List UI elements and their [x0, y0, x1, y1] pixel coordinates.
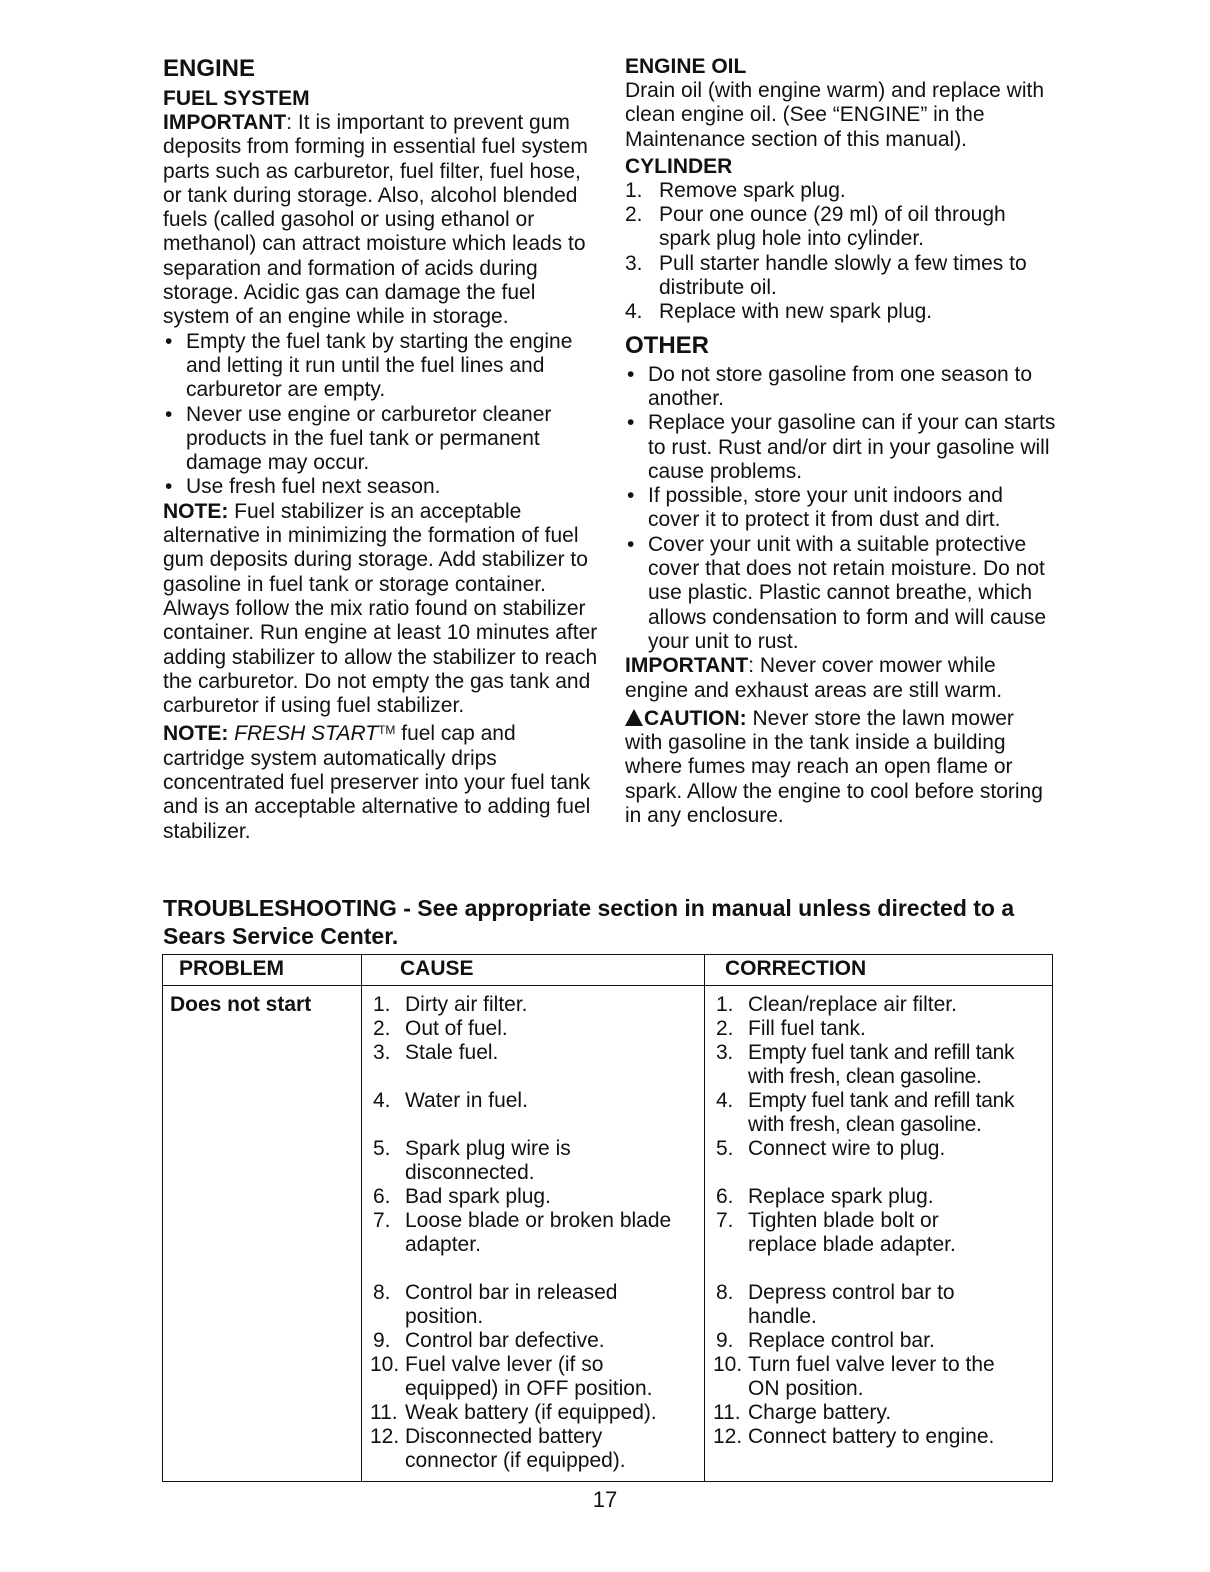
cylinder-heading: CYLINDER [625, 154, 733, 178]
item-number: 2. [716, 1017, 734, 1040]
item-number: 4. [716, 1089, 733, 1112]
correction-cell [707, 993, 1052, 1449]
item-text: Fill fuel tank. [748, 1017, 866, 1040]
item-number: 7. [373, 1209, 391, 1232]
list-item [707, 1425, 1052, 1449]
item-number: 3. [716, 1041, 733, 1064]
item-number: 12. [713, 1425, 743, 1448]
list-item [364, 1401, 702, 1425]
step-text: Remove spark plug. [659, 178, 846, 202]
list-item [364, 1425, 655, 1473]
step-text: Replace with new spark plug. [659, 300, 933, 324]
list-item: • Never use engine or carburetor cleaner products in the fuel tank or permanent damage may occur. [163, 403, 603, 476]
list-item [707, 1041, 1052, 1089]
list-item [364, 1041, 702, 1065]
note-label: NOTE: [163, 722, 229, 746]
fuel-important-paragraph [163, 111, 603, 330]
list-item: • Empty the fuel tank by starting the engine and letting it run until the fuel lines and carburetor are empty. [163, 330, 603, 403]
engine-oil-text: Drain oil (with engine warm) and replace with clean engine oil. (See “ENGINE” in the Maintenance section of this manual). [625, 79, 1045, 151]
item-number: 6. [373, 1185, 391, 1208]
item-text: Water in fuel. [405, 1089, 528, 1112]
item-number: 3. [373, 1041, 391, 1064]
list-item [625, 179, 1057, 203]
item-text: Empty fuel tank and refill tank with fresh, clean gasoline. [748, 1089, 1015, 1136]
caution-paragraph [625, 707, 1057, 828]
item-text: Replace control bar. [748, 1329, 935, 1352]
list-item [364, 1353, 695, 1401]
other-heading: OTHER [625, 331, 709, 359]
step-number: 4. [625, 300, 643, 324]
item-number: 4. [373, 1089, 391, 1112]
list-item [364, 993, 702, 1017]
step-text: Pull starter handle slowly a few times to distribute oil. [659, 251, 1027, 300]
list-item: • Replace your gasoline can if your can starts to rust. Rust and/or dirt in your gasoline will cause problems. [625, 411, 1057, 484]
list-item: • Cover your unit with a suitable protective cover that does not retain moisture. Do not use plastic. Plastic cannot breathe, which allows condensation to form and will cause your unit to rust. [625, 533, 1057, 654]
item-text: Charge battery. [748, 1401, 892, 1424]
list-item [707, 1329, 1052, 1353]
item-text: Tighten blade bolt or replace blade adapter. [748, 1209, 956, 1256]
important-text: : It is important to prevent gum deposits from forming in essential fuel system parts such as carburetor, fuel filter, fuel hose, or tank during storage. Also, alcohol blended fuels (called gasohol or using ethanol or methanol) can attract moisture which leads to separation and formation of acids during storage. Acidic gas can damage the fuel system of an engine while in storage. [163, 111, 588, 329]
list-item: • If possible, store your unit indoors and cover it to protect it from dust and dirt. [625, 484, 1057, 533]
item-text: Control bar defective. [405, 1329, 605, 1352]
item-text: Disconnected battery connector (if equipped). [405, 1425, 626, 1472]
item-text: Turn fuel valve lever to the ON position. [748, 1353, 995, 1400]
item-text: Bad spark plug. [405, 1185, 551, 1208]
list-item [707, 1137, 1052, 1161]
item-number: 6. [716, 1185, 734, 1208]
item-text: Stale fuel. [405, 1041, 499, 1064]
item-text: Depress control bar to handle. [748, 1281, 955, 1328]
list-item [364, 1209, 685, 1257]
engine-oil-heading: ENGINE OIL [625, 55, 747, 78]
list-item: • Do not store gasoline from one season to another. [625, 363, 1057, 412]
item-number: 10. [370, 1353, 400, 1376]
note-text: Fuel stabilizer is an acceptable alternative in minimizing the formation of fuel gum deposits during storage. Add stabilizer to gasoline in fuel tank or storage container. Always follow the mix ratio found on stabilizer container. Run engine at least 10 minutes after adding stabilizer to allow the stabilizer to reach the carburetor. Do not empty the gas tank and carburetor if using fuel stabilizer. [163, 499, 598, 718]
item-text: Connect wire to plug. [748, 1137, 946, 1160]
list-item [625, 252, 1057, 301]
item-text: Loose blade or broken blade adapter. [405, 1209, 672, 1256]
troubleshooting-title: TROUBLESHOOTING - See appropriate section in manual unless directed to a Sears Service Center. [163, 895, 1015, 949]
list-item [707, 1353, 998, 1401]
item-number: 2. [373, 1017, 391, 1040]
item-text: Weak battery (if equipped). [405, 1401, 657, 1424]
list-item [364, 1017, 702, 1041]
list-item [364, 1329, 702, 1353]
list-item [364, 1137, 635, 1185]
item-text: Connect battery to engine. [748, 1425, 995, 1448]
fuel-system-heading: FUEL SYSTEM [163, 87, 310, 110]
troubleshooting-table [162, 954, 1053, 1482]
item-number: 8. [716, 1281, 734, 1304]
list-item [364, 1089, 702, 1113]
header-problem: PROBLEM [179, 957, 284, 980]
header-cause: CAUSE [400, 957, 474, 980]
list-item [625, 300, 1057, 324]
list-item [707, 1017, 1052, 1041]
list-item [707, 1209, 1008, 1257]
item-text: Fuel valve lever (if so equipped) in OFF position. [405, 1353, 653, 1400]
item-number: 1. [373, 993, 391, 1016]
caution-text: Never store the lawn mower with gasoline in the tank inside a building where fumes may reach an open flame or spark. Allow the engine to cool before storing in any enclosure. [625, 706, 1043, 828]
other-bullet-list [625, 363, 1057, 655]
item-text: Replace spark plug. [748, 1185, 934, 1208]
engine-heading: ENGINE [163, 55, 256, 82]
cause-cell [364, 993, 702, 1473]
step-text: Pour one ounce (29 ml) of oil through spark plug hole into cylinder. [659, 203, 1006, 251]
list-item [707, 1281, 1018, 1329]
fresh-start-note [163, 718, 603, 843]
step-number: 2. [625, 203, 643, 227]
item-number: 9. [373, 1329, 391, 1352]
item-number: 10. [713, 1353, 743, 1376]
fuel-bullet-list [163, 330, 603, 500]
cause-list [364, 993, 702, 1473]
list-item [707, 1089, 1052, 1137]
header-divider [163, 985, 1052, 986]
list-item [707, 1185, 1052, 1209]
item-number: 9. [716, 1329, 734, 1352]
column-divider [361, 955, 362, 1481]
step-number: 1. [625, 178, 643, 202]
right-column [625, 54, 1057, 828]
list-item [707, 1401, 1052, 1425]
step-number: 3. [625, 251, 643, 275]
cylinder-steps [625, 179, 1057, 325]
item-text: Dirty air filter. [405, 993, 528, 1016]
item-number: 7. [716, 1209, 734, 1232]
left-column [163, 54, 603, 844]
list-item [625, 203, 1057, 252]
note-text: fuel cap and cartridge system automatically drips concentrated fuel preserver into your fuel tank and is an acceptable alternative to adding fuel stabilizer. [163, 722, 591, 843]
item-number: 1. [716, 993, 734, 1016]
item-number: 5. [716, 1137, 734, 1160]
important-label: IMPORTANT [163, 111, 287, 134]
trademark-mark: TM [378, 723, 396, 738]
list-item [364, 1281, 685, 1329]
fresh-start-brand: FRESH START [234, 722, 379, 746]
item-text: Clean/replace air filter. [748, 993, 957, 1016]
item-text: Empty fuel tank and refill tank with fresh, clean gasoline. [748, 1041, 1015, 1088]
important-label: IMPORTANT [625, 654, 749, 678]
note-label: NOTE: [163, 499, 229, 523]
item-number: 5. [373, 1137, 391, 1160]
warning-icon [625, 709, 643, 726]
list-item: • Use fresh fuel next season. [163, 475, 603, 499]
correction-list [707, 993, 1052, 1449]
caution-label: CAUTION: [644, 706, 747, 730]
item-text: Spark plug wire is disconnected. [405, 1137, 571, 1184]
list-item [707, 993, 1052, 1017]
item-text: Control bar in released position. [405, 1281, 618, 1328]
page-number: 17 [592, 1487, 618, 1512]
item-number: 8. [373, 1281, 391, 1304]
column-divider [704, 955, 705, 1481]
list-item [364, 1185, 702, 1209]
stabilizer-note [163, 500, 603, 719]
item-number: 11. [370, 1401, 398, 1424]
header-correction: CORRECTION [725, 957, 867, 980]
important-text: : Never cover mower while engine and exhaust areas are still warm. [625, 654, 1003, 702]
problem-cell: Does not start [170, 993, 312, 1016]
item-number: 11. [713, 1401, 741, 1424]
item-text: Out of fuel. [405, 1017, 508, 1040]
warm-important-paragraph [625, 654, 1057, 703]
item-number: 12. [370, 1425, 400, 1448]
